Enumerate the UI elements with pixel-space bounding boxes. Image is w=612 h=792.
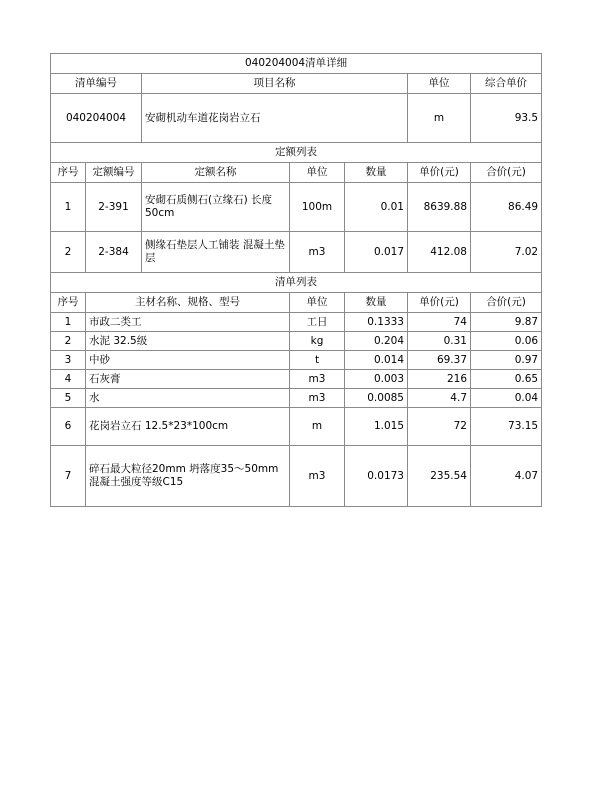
bill-unit: m bbox=[408, 94, 471, 143]
material-row bbox=[51, 408, 542, 446]
quota-unit-price: 8639.88 bbox=[408, 183, 471, 232]
material-qty: 1.015 bbox=[345, 408, 408, 446]
material-row bbox=[51, 370, 542, 389]
material-row bbox=[51, 389, 542, 408]
material-total: 9.87 bbox=[471, 313, 542, 332]
material-name: 水泥 32.5级 bbox=[86, 332, 290, 351]
bill-row bbox=[51, 94, 542, 143]
quota-unit: 100m bbox=[290, 183, 345, 232]
material-total-header: 合价(元) bbox=[471, 293, 542, 313]
material-total: 0.06 bbox=[471, 332, 542, 351]
quota-unit-price: 412.08 bbox=[408, 232, 471, 273]
material-seq: 6 bbox=[51, 408, 86, 446]
quota-total: 7.02 bbox=[471, 232, 542, 273]
material-unit-price: 74 bbox=[408, 313, 471, 332]
material-total: 0.65 bbox=[471, 370, 542, 389]
material-unit-price: 0.31 bbox=[408, 332, 471, 351]
bill-price: 93.5 bbox=[471, 94, 542, 143]
quota-unit-price-header: 单价(元) bbox=[408, 163, 471, 183]
material-total: 4.07 bbox=[471, 446, 542, 507]
material-name: 碎石最大粒径20mm 坍落度35～50mm混凝土强度等级C15 bbox=[86, 446, 290, 507]
material-name: 水 bbox=[86, 389, 290, 408]
material-qty: 0.014 bbox=[345, 351, 408, 370]
quota-header-row bbox=[51, 163, 542, 183]
material-section-title: 清单列表 bbox=[51, 273, 542, 293]
material-seq: 4 bbox=[51, 370, 86, 389]
quota-row bbox=[51, 183, 542, 232]
quota-qty: 0.01 bbox=[345, 183, 408, 232]
title-row bbox=[51, 54, 542, 74]
material-name: 花岗岩立石 12.5*23*100cm bbox=[86, 408, 290, 446]
material-total: 73.15 bbox=[471, 408, 542, 446]
material-seq-header: 序号 bbox=[51, 293, 86, 313]
material-name: 市政二类工 bbox=[86, 313, 290, 332]
bill-name-header: 项目名称 bbox=[142, 74, 408, 94]
material-qty: 0.1333 bbox=[345, 313, 408, 332]
bill-detail-table bbox=[50, 53, 542, 507]
bill-unit-header: 单位 bbox=[408, 74, 471, 94]
quota-name-header: 定额名称 bbox=[142, 163, 290, 183]
material-total: 0.04 bbox=[471, 389, 542, 408]
quota-seq-header: 序号 bbox=[51, 163, 86, 183]
material-seq: 3 bbox=[51, 351, 86, 370]
material-unit-price: 72 bbox=[408, 408, 471, 446]
bill-detail-sheet bbox=[50, 53, 541, 507]
material-unit: m3 bbox=[290, 370, 345, 389]
material-row bbox=[51, 446, 542, 507]
material-qty: 0.204 bbox=[345, 332, 408, 351]
material-seq: 7 bbox=[51, 446, 86, 507]
quota-name: 侧缘石垫层人工铺装 混凝土垫层 bbox=[142, 232, 290, 273]
quota-seq: 1 bbox=[51, 183, 86, 232]
quota-qty: 0.017 bbox=[345, 232, 408, 273]
material-unit-price: 4.7 bbox=[408, 389, 471, 408]
material-unit: m bbox=[290, 408, 345, 446]
bill-code-header: 清单编号 bbox=[51, 74, 142, 94]
material-unit: m3 bbox=[290, 446, 345, 507]
bill-header-row bbox=[51, 74, 542, 94]
material-seq: 5 bbox=[51, 389, 86, 408]
material-name: 石灰膏 bbox=[86, 370, 290, 389]
bill-code: 040204004 bbox=[51, 94, 142, 143]
material-unit: t bbox=[290, 351, 345, 370]
sheet-title: 040204004清单详细 bbox=[51, 54, 542, 74]
material-seq: 1 bbox=[51, 313, 86, 332]
material-qty: 0.003 bbox=[345, 370, 408, 389]
quota-code: 2-384 bbox=[86, 232, 142, 273]
material-seq: 2 bbox=[51, 332, 86, 351]
material-qty-header: 数量 bbox=[345, 293, 408, 313]
material-unit-header: 单位 bbox=[290, 293, 345, 313]
material-unit-price: 235.54 bbox=[408, 446, 471, 507]
material-section-row bbox=[51, 273, 542, 293]
material-unit: kg bbox=[290, 332, 345, 351]
material-row bbox=[51, 332, 542, 351]
material-unit-price-header: 单价(元) bbox=[408, 293, 471, 313]
material-unit-price: 216 bbox=[408, 370, 471, 389]
material-unit-price: 69.37 bbox=[408, 351, 471, 370]
quota-unit: m3 bbox=[290, 232, 345, 273]
bill-price-header: 综合单价 bbox=[471, 74, 542, 94]
quota-row bbox=[51, 232, 542, 273]
bill-name: 安砌机动车道花岗岩立石 bbox=[142, 94, 408, 143]
quota-total-header: 合价(元) bbox=[471, 163, 542, 183]
quota-section-title: 定额列表 bbox=[51, 143, 542, 163]
quota-code-header: 定额编号 bbox=[86, 163, 142, 183]
material-row bbox=[51, 313, 542, 332]
quota-qty-header: 数量 bbox=[345, 163, 408, 183]
quota-unit-header: 单位 bbox=[290, 163, 345, 183]
material-total: 0.97 bbox=[471, 351, 542, 370]
quota-name: 安砌石质侧石(立缘石) 长度50cm bbox=[142, 183, 290, 232]
material-qty: 0.0085 bbox=[345, 389, 408, 408]
quota-seq: 2 bbox=[51, 232, 86, 273]
material-unit: 工日 bbox=[290, 313, 345, 332]
material-name-header: 主材名称、规格、型号 bbox=[86, 293, 290, 313]
material-header-row bbox=[51, 293, 542, 313]
quota-total: 86.49 bbox=[471, 183, 542, 232]
material-row bbox=[51, 351, 542, 370]
quota-section-row bbox=[51, 143, 542, 163]
quota-code: 2-391 bbox=[86, 183, 142, 232]
material-unit: m3 bbox=[290, 389, 345, 408]
material-name: 中砂 bbox=[86, 351, 290, 370]
material-qty: 0.0173 bbox=[345, 446, 408, 507]
